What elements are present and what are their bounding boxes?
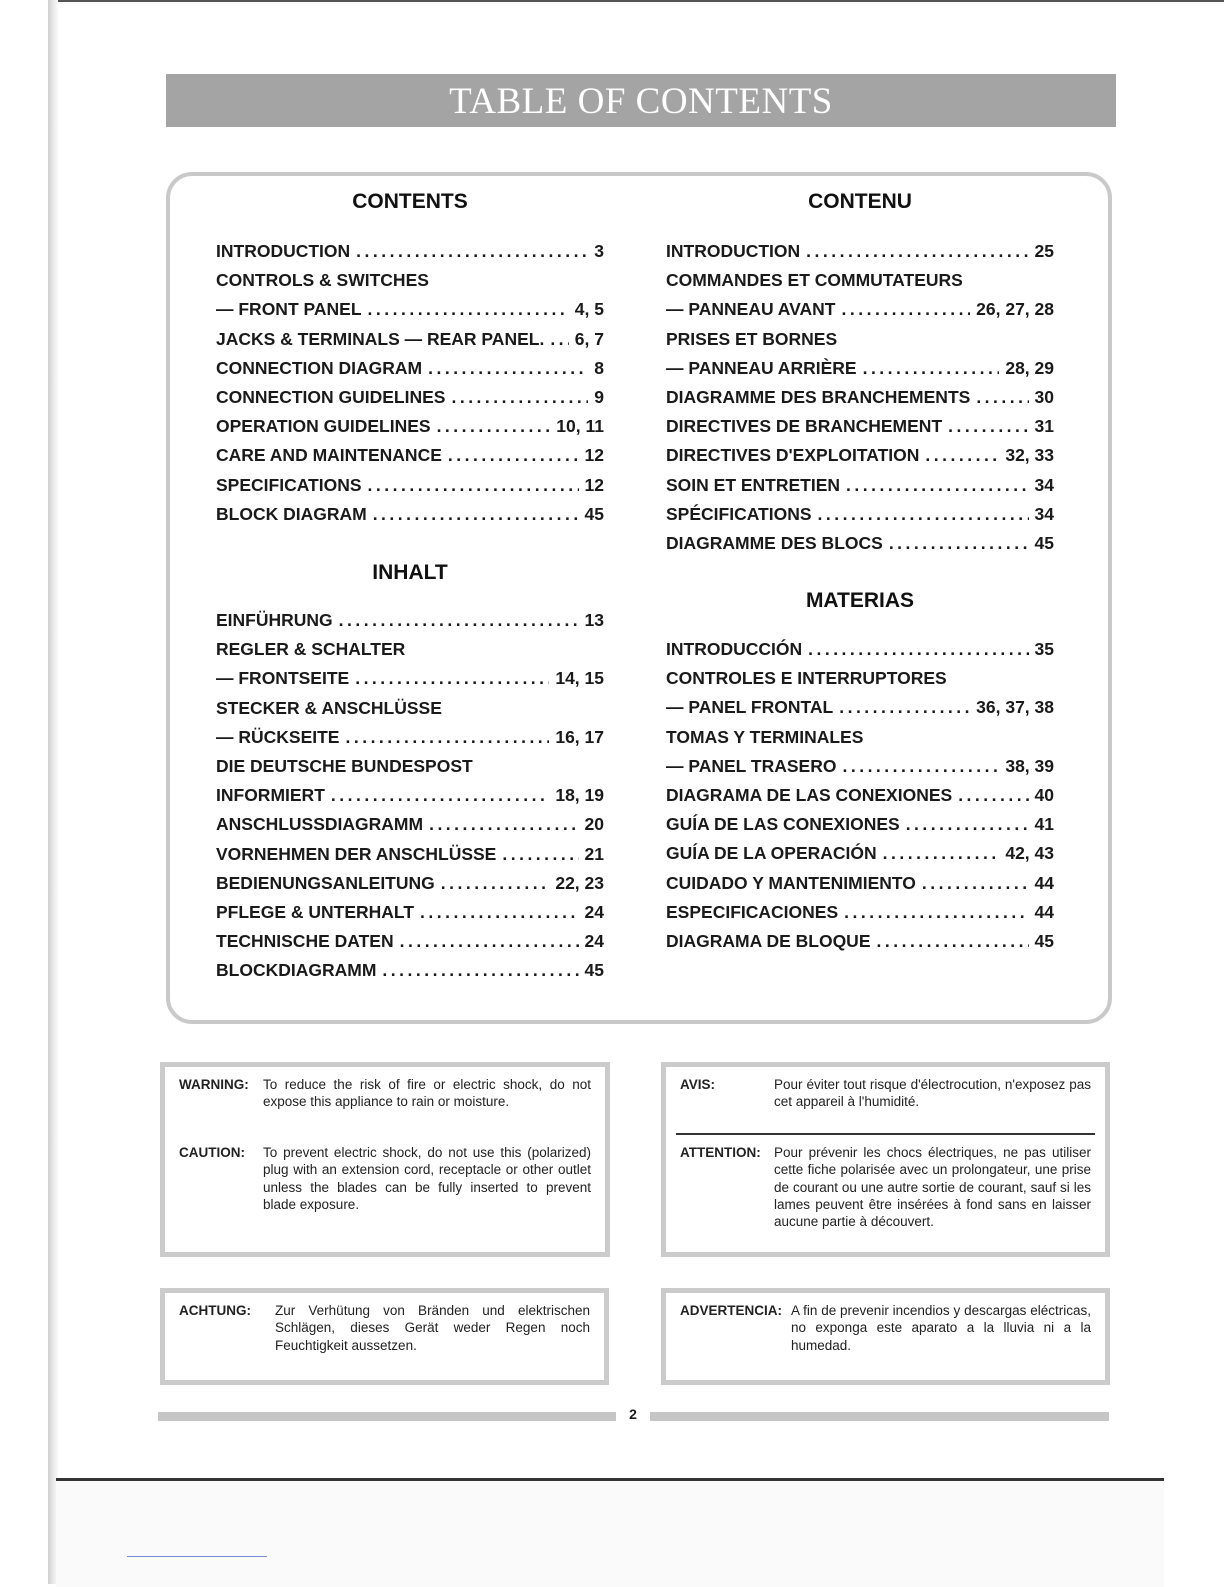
attention-text: Pour prévenir les chocs électriques, ne pas utiliser cette fiche polarisée avec un prolongateur, une prise de courant ou une autre sortie de courant, sauf si les lames peuvent être insérées à fond sans en laisser aucune partie à découvert. [774, 1145, 1091, 1230]
toc-entry-title: INTRODUCTION [666, 241, 801, 261]
toc-entry [216, 814, 604, 843]
toc-entry-page: 40 [1034, 784, 1054, 805]
toc-entry [666, 387, 1054, 416]
toc-entry [666, 358, 1054, 387]
toc-entry-title: PRISES ET BORNES [666, 328, 838, 349]
toc-entry-page: 3 [594, 241, 604, 261]
toc-dot-leader [437, 416, 551, 437]
toc-dot-leader [877, 931, 1029, 952]
attention-notice [680, 1144, 1091, 1234]
toc-entry-title: CARE AND MAINTENANCE [216, 445, 442, 466]
toc-entry-page: 44 [1034, 872, 1054, 893]
toc-dot-leader [844, 902, 1028, 923]
toc-entry [216, 756, 604, 785]
caution-notice [179, 1144, 591, 1224]
toc-dot-leader [883, 843, 1000, 864]
toc-entry [666, 639, 1054, 668]
toc-entry-title: ANSCHLUSSDIAGRAMM [216, 814, 424, 835]
advertencia-label: ADVERTENCIA: [680, 1303, 783, 1318]
toc-dot-leader [345, 727, 549, 748]
toc-dot-leader [976, 387, 1028, 408]
toc-dot-leader [428, 358, 588, 379]
advertencia-notice [680, 1302, 1091, 1362]
toc-entry-page: 38, 39 [1005, 755, 1054, 776]
toc-entry [666, 756, 1054, 785]
toc-dot-leader [368, 299, 569, 320]
toc-entry-page: 10, 11 [556, 416, 604, 437]
toc-entry-title: — FRONT PANEL [216, 299, 362, 320]
toc-entry-title: TOMAS Y TERMINALES [666, 726, 864, 747]
toc-dot-leader [400, 931, 579, 952]
warning-label: WARNING: [179, 1077, 249, 1092]
page-number: 2 [629, 1406, 637, 1422]
toc-entry [216, 610, 604, 639]
toc-entry [666, 873, 1054, 902]
toc-entry-page: 24 [584, 901, 604, 922]
toc-entry-page: 21 [584, 843, 604, 864]
toc-entry-page: 44 [1034, 901, 1054, 922]
toc-entry-title: GUÍA DE LA OPERACIÓN [666, 843, 877, 864]
caution-text: To prevent electric shock, do not use this (polarized) plug with an extension cord, receptacle or other outlet unless the blades can be fully inserted to prevent blade exposure. [263, 1145, 591, 1212]
toc-dot-leader [382, 960, 578, 981]
warning-notice [179, 1076, 591, 1116]
toc-dot-leader [420, 902, 579, 923]
contenu-list [666, 241, 1054, 562]
toc-entry-title: CONTROLES E INTERRUPTORES [666, 668, 947, 689]
toc-entry [216, 931, 604, 960]
toc-entry-page: 45 [1034, 532, 1054, 553]
toc-dot-leader [429, 814, 578, 835]
advertencia-box [661, 1288, 1110, 1385]
toc-entry-page: 26, 27, 28 [976, 299, 1054, 320]
toc-entry-title: ESPECIFICACIONES [666, 901, 839, 922]
toc-entry-page: 45 [584, 960, 604, 981]
toc-dot-leader [958, 785, 1028, 806]
toc-entry-page: 25 [1034, 241, 1054, 261]
toc-entry-page: 16, 17 [555, 726, 604, 747]
warning-caution-box [160, 1062, 610, 1257]
toc-entry-title: VORNEHMEN DER ANSCHLÜSSE [216, 843, 497, 864]
toc-dot-leader [806, 241, 1028, 262]
toc-entry-page: 8 [594, 357, 604, 378]
toc-entry [666, 533, 1054, 562]
toc-entry-title: JACKS & TERMINALS — REAR PANEL. [216, 328, 545, 349]
toc-entry-title: — PANNEAU ARRIÈRE [666, 357, 857, 378]
toc-entry-page: 35 [1034, 639, 1054, 659]
toc-entry-page: 4, 5 [574, 299, 604, 320]
achtung-text: Zur Verhütung von Bränden und elektrischen Schlägen, dieses Gerät weder Regen noch Feuchtigkeit aussetzen. [275, 1303, 590, 1353]
inhalt-list [216, 610, 604, 989]
toc-entry-page: 20 [584, 814, 604, 835]
contents-heading: CONTENTS [352, 190, 468, 213]
toc-entry-title: BLOCK DIAGRAM [216, 503, 367, 524]
contents-list [216, 241, 604, 533]
toc-entry-title: — PANEL TRASERO [666, 755, 837, 776]
toc-dot-leader [925, 445, 999, 466]
toc-dot-leader [448, 445, 579, 466]
toc-entry [216, 270, 604, 299]
toc-entry-title: PFLEGE & UNTERHALT [216, 901, 415, 922]
toc-dot-leader [355, 668, 549, 689]
toc-entry [216, 873, 604, 902]
scan-edge-top [50, 0, 1224, 10]
toc-entry [666, 697, 1054, 726]
avis-text: Pour éviter tout risque d'électrocution, n'exposez pas cet appareil à l'humidité. [774, 1077, 1091, 1110]
toc-entry [666, 445, 1054, 474]
toc-entry [666, 416, 1054, 445]
caution-label: CAUTION: [179, 1145, 245, 1160]
toc-entry [216, 358, 604, 387]
materias-list [666, 639, 1054, 960]
toc-entry [216, 902, 604, 931]
toc-entry-title: EINFÜHRUNG [216, 610, 333, 630]
avis-notice [680, 1076, 1091, 1116]
toc-entry-title: DIAGRAMA DE LAS CONEXIONES [666, 784, 953, 805]
toc-entry-page: 12 [584, 445, 604, 466]
toc-entry-title: SOIN ET ENTRETIEN [666, 474, 841, 495]
toc-entry [216, 639, 604, 668]
toc-entry-page: 6, 7 [574, 328, 604, 349]
toc-dot-leader [356, 241, 588, 262]
toc-dot-leader [808, 639, 1028, 660]
toc-dot-leader [846, 475, 1028, 496]
toc-dot-leader [948, 416, 1028, 437]
toc-dot-leader [502, 844, 578, 865]
toc-dot-leader [842, 756, 999, 777]
scan-edge-bottom [56, 1478, 1164, 1587]
toc-entry-page: 18, 19 [555, 785, 604, 806]
toc-entry-title: SPÉCIFICATIONS [666, 503, 812, 524]
toc-entry [666, 843, 1054, 872]
advertencia-text: A fin de prevenir incendios y descargas eléctricas, no exponga este aparato a la lluvia ni a la humedad. [791, 1303, 1091, 1353]
contenu-heading: CONTENU [808, 190, 912, 213]
toc-dot-leader [331, 785, 549, 806]
toc-entry [216, 727, 604, 756]
toc-entry-title: CONTROLS & SWITCHES [216, 270, 429, 291]
achtung-box [160, 1288, 609, 1385]
footer-rule-right [650, 1412, 1109, 1421]
achtung-notice [179, 1302, 590, 1362]
toc-entry [666, 504, 1054, 533]
toc-entry-title: REGLER & SCHALTER [216, 639, 406, 660]
toc-entry-title: INTRODUCCIÓN [666, 639, 803, 659]
avis-attention-box [661, 1062, 1110, 1257]
toc-entry-title: — RÜCKSEITE [216, 726, 340, 747]
toc-entry-title: BLOCKDIAGRAMM [216, 960, 377, 981]
toc-dot-leader [818, 504, 1029, 525]
toc-entry-title: INTRODUCTION [216, 241, 351, 261]
toc-entry-page: 13 [584, 610, 604, 630]
achtung-label: ACHTUNG: [179, 1303, 251, 1318]
toc-entry-page: 30 [1034, 386, 1054, 407]
toc-entry [666, 902, 1054, 931]
toc-entry [216, 387, 604, 416]
toc-entry-title: OPERATION GUIDELINES [216, 416, 431, 437]
toc-entry-page: 32, 33 [1005, 445, 1054, 466]
toc-entry-title: DIRECTIVES D'EXPLOITATION [666, 445, 920, 466]
toc-entry-title: DIAGRAMME DES BRANCHEMENTS [666, 386, 971, 407]
toc-entry [216, 299, 604, 328]
toc-entry [666, 668, 1054, 697]
toc-entry [666, 814, 1054, 843]
toc-dot-leader [451, 387, 588, 408]
toc-dot-leader [863, 358, 1000, 379]
toc-entry [216, 416, 604, 445]
toc-dot-leader [889, 533, 1029, 554]
toc-entry [666, 241, 1054, 270]
toc-entry-page: 45 [584, 503, 604, 524]
toc-entry-page: 45 [1034, 930, 1054, 951]
page-title: TABLE OF CONTENTS [166, 74, 1116, 127]
materias-heading: MATERIAS [805, 589, 915, 612]
toc-entry-page: 14, 15 [555, 668, 604, 689]
toc-entry [216, 668, 604, 697]
toc-entry-page: 41 [1034, 814, 1054, 835]
toc-entry [216, 698, 604, 727]
toc-dot-leader [441, 873, 550, 894]
footer-rule-left [158, 1412, 616, 1421]
toc-entry-page: 22, 23 [555, 872, 604, 893]
toc-entry [666, 270, 1054, 299]
toc-dot-leader [842, 299, 971, 320]
toc-entry-title: COMMANDES ET COMMUTATEURS [666, 270, 963, 291]
toc-entry [216, 329, 604, 358]
toc-entry [216, 445, 604, 474]
toc-entry-page: 28, 29 [1005, 357, 1054, 378]
toc-entry-title: CUIDADO Y MANTENIMIENTO [666, 872, 916, 893]
toc-entry-title: DIE DEUTSCHE BUNDESPOST [216, 755, 473, 776]
toc-entry [666, 931, 1054, 960]
toc-entry-title: BEDIENUNGSANLEITUNG [216, 872, 435, 893]
toc-entry-title: DIAGRAMME DES BLOCS [666, 532, 883, 553]
toc-dot-leader [339, 610, 579, 631]
toc-entry-title: — PANNEAU AVANT [666, 299, 836, 320]
notice-divider [676, 1133, 1095, 1135]
toc-entry [216, 844, 604, 873]
scan-edge-left [48, 0, 58, 1584]
toc-entry-title: INFORMIERT [216, 785, 325, 806]
toc-entry [666, 475, 1054, 504]
toc-entry [666, 727, 1054, 756]
toc-entry-title: CONNECTION DIAGRAM [216, 357, 423, 378]
toc-entry-page: 34 [1034, 474, 1054, 495]
inhalt-heading: INHALT [372, 561, 448, 584]
toc-entry-page: 12 [584, 474, 604, 495]
toc-entry-title: GUÍA DE LAS CONEXIONES [666, 814, 900, 835]
toc-entry-title: — FRONTSEITE [216, 668, 350, 689]
toc-entry-page: 24 [584, 931, 604, 952]
toc-dot-leader [839, 697, 970, 718]
toc-entry [666, 785, 1054, 814]
toc-entry [666, 299, 1054, 328]
toc-entry-page: 31 [1034, 416, 1054, 437]
toc-entry [216, 241, 604, 270]
toc-entry [666, 329, 1054, 358]
toc-entry-title: DIAGRAMA DE BLOQUE [666, 930, 871, 951]
toc-entry-title: SPECIFICATIONS [216, 474, 362, 495]
toc-entry [216, 960, 604, 989]
toc-entry-title: STECKER & ANSCHLÜSSE [216, 697, 442, 718]
toc-entry [216, 785, 604, 814]
warning-text: To reduce the risk of fire or electric shock, do not expose this appliance to rain or moisture. [263, 1077, 591, 1110]
toc-entry-title: CONNECTION GUIDELINES [216, 386, 446, 407]
toc-entry-page: 9 [594, 386, 604, 407]
avis-label: AVIS: [680, 1077, 716, 1092]
toc-dot-leader [906, 814, 1029, 835]
toc-dot-leader [550, 329, 568, 350]
toc-dot-leader [373, 504, 579, 525]
attention-label: ATTENTION: [680, 1145, 761, 1160]
toc-entry-title: TECHNISCHE DATEN [216, 931, 394, 952]
toc-entry-page: 36, 37, 38 [976, 697, 1054, 718]
toc-dot-leader [922, 873, 1029, 894]
toc-entry-page: 42, 43 [1005, 843, 1054, 864]
toc-entry [216, 475, 604, 504]
toc-entry-page: 34 [1034, 503, 1054, 524]
toc-entry [216, 504, 604, 533]
toc-entry-title: DIRECTIVES DE BRANCHEMENT [666, 416, 943, 437]
toc-dot-leader [368, 475, 579, 496]
toc-entry-title: — PANEL FRONTAL [666, 697, 834, 718]
scan-artifact-line [127, 1556, 267, 1557]
